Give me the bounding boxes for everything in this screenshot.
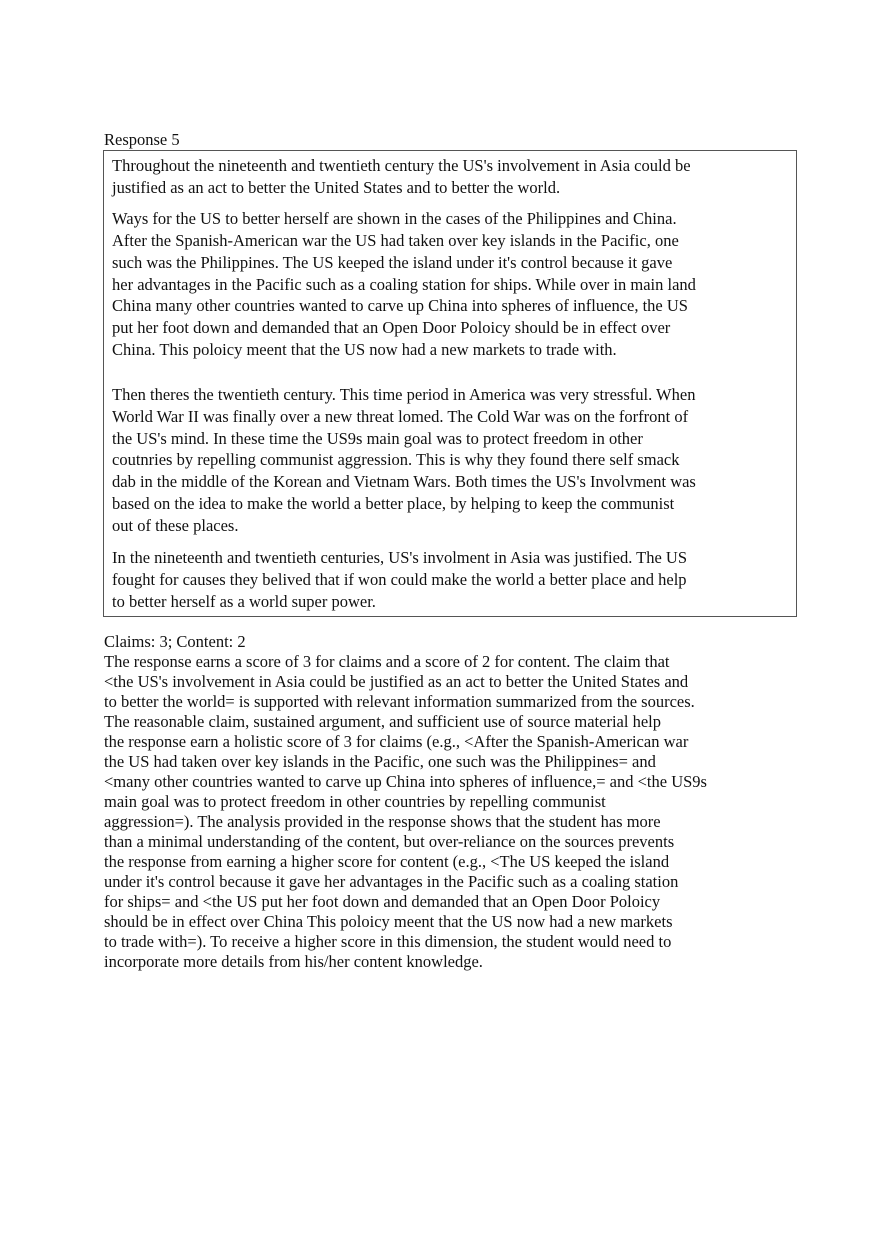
student-response-box <box>103 150 797 617</box>
text-line: justified as an act to better the United States and to better the world. <box>112 177 561 197</box>
response-paragraph-1 <box>112 155 796 198</box>
text-line: The response earns a score of 3 for claims and a score of 2 for content. The claim that <box>104 652 670 671</box>
text-line: fought for causes they belived that if won could make the world a better place and help <box>112 569 687 589</box>
text-line: should be in effect over China This poloicy meent that the US now had a new markets <box>104 912 673 931</box>
text-line: based on the idea to make the world a better place, by helping to keep the communist <box>112 493 675 513</box>
text-line: out of these places. <box>112 515 239 535</box>
text-line: her advantages in the Pacific such as a coaling station for ships. While over in main land <box>112 274 696 294</box>
text-line: The reasonable claim, sustained argument, and sufficient use of source material help <box>104 712 661 731</box>
text-line: Then theres the twentieth century. This time period in America was very stressful. When <box>112 385 696 405</box>
text-line: under it's control because it gave her advantages in the Pacific such as a coaling station <box>104 872 679 891</box>
text-line: the US had taken over key islands in the Pacific, one such was the Philippines= and <box>104 752 656 771</box>
text-line: In the nineteenth and twentieth centuries, US's involment in Asia was justified. The US <box>112 548 688 568</box>
score-summary: Claims: 3; Content: 2 <box>104 632 246 651</box>
scoring-commentary <box>104 652 707 972</box>
text-line: aggression=). The analysis provided in the response shows that the student has more <box>104 812 661 831</box>
text-line: for ships= and <the US put her foot down and demanded that an Open Door Poloicy <box>104 892 661 911</box>
text-line: <many other countries wanted to carve up China into spheres of influence,= and <the US9s <box>104 772 707 791</box>
text-line: coutnries by repelling communist aggression. This is why they found there self smack <box>112 450 680 470</box>
text-line: China many other countries wanted to carve up China into spheres of influence, the US <box>112 296 688 316</box>
text-line: to better the world= is supported with relevant information summarized from the sources. <box>104 692 695 711</box>
text-line: put her foot down and demanded that an Open Door Poloicy should be in effect over <box>112 317 671 337</box>
response-paragraph-3 <box>112 384 796 536</box>
text-line: such was the Philippines. The US keeped the island under it's control because it gave <box>112 252 673 272</box>
response-paragraph-2 <box>112 208 796 360</box>
text-line: the response earn a holistic score of 3 for claims (e.g., <After the Spanish-American war <box>104 732 689 751</box>
text-line: than a minimal understanding of the content, but over-reliance on the sources prevents <box>104 832 675 851</box>
response-label: Response 5 <box>104 130 180 149</box>
text-line: to trade with=). To receive a higher score in this dimension, the student would need to <box>104 932 672 951</box>
text-line: After the Spanish-American war the US had taken over key islands in the Pacific, one <box>112 231 679 251</box>
text-line: World War II was finally over a new threat lomed. The Cold War was on the forfront of <box>112 407 689 427</box>
text-line: China. This poloicy meent that the US now had a new markets to trade with. <box>112 339 617 359</box>
text-line: main goal was to protect freedom in other countries by repelling communist <box>104 792 606 811</box>
text-line: Throughout the nineteenth and twentieth century the US's involvement in Asia could be <box>112 156 691 175</box>
text-line: to better herself as a world super power. <box>112 591 376 611</box>
text-line: incorporate more details from his/her content knowledge. <box>104 952 483 971</box>
response-paragraph-4 <box>112 547 796 612</box>
text-line: Ways for the US to better herself are shown in the cases of the Philippines and China. <box>112 209 677 229</box>
text-line: <the US's involvement in Asia could be justified as an act to better the United States and <box>104 672 689 691</box>
text-line: the response from earning a higher score for content (e.g., <The US keeped the island <box>104 852 670 871</box>
text-line: the US's mind. In these time the US9s main goal was to protect freedom in other <box>112 428 643 448</box>
text-line: dab in the middle of the Korean and Vietnam Wars. Both times the US's Involvment was <box>112 472 696 492</box>
